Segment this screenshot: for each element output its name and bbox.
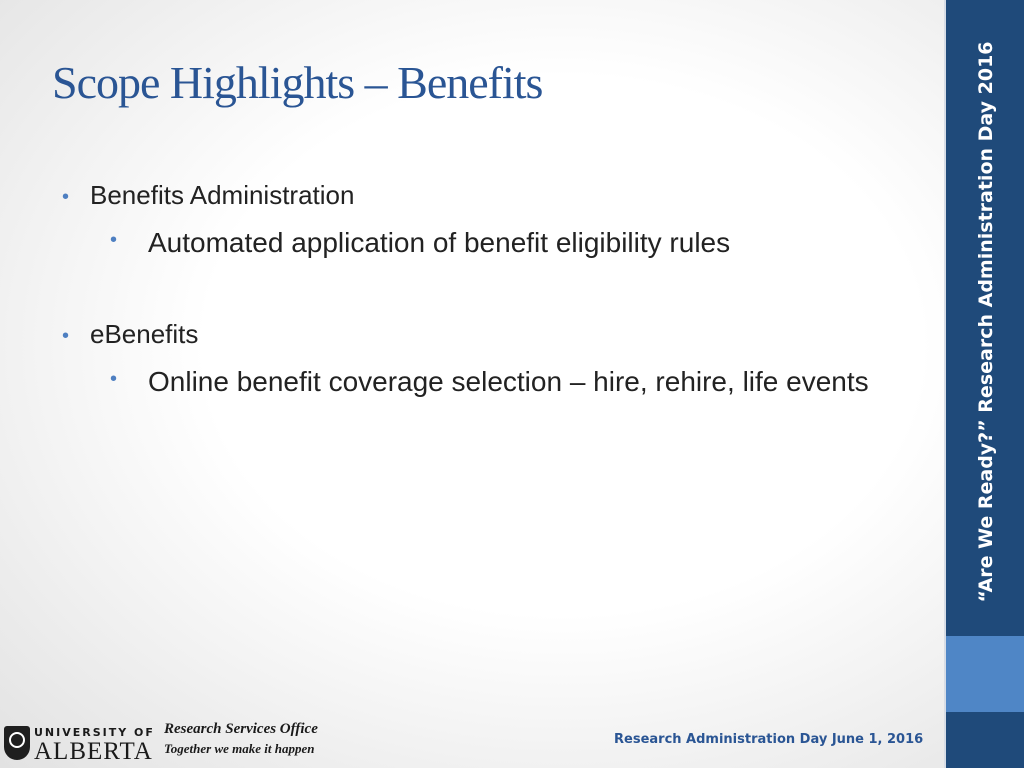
footer-office-name: Research Services Office: [164, 721, 318, 737]
bullet-dot-icon: •: [110, 368, 118, 390]
university-logo: [2, 722, 154, 766]
bullet-benefits-administration: [62, 180, 882, 211]
slide-title: Scope Highlights – Benefits: [52, 57, 543, 108]
footer-event-date: Research Administration Day June 1, 2016: [614, 732, 924, 747]
sub-bullet-text: Online benefit coverage selection – hire, rehire, life events: [148, 366, 869, 397]
sidebar-event-title: “Are We Ready?” Research Administration Day 2016: [975, 41, 997, 603]
logo-university-text: UNIVERSITY OF: [34, 726, 155, 739]
sub-bullet-eligibility-rules: [62, 223, 882, 263]
bullet-dot-icon: •: [110, 229, 118, 251]
bullet-ebenefits: [62, 319, 882, 350]
logo-alberta-text: ALBERTA: [34, 738, 153, 765]
sub-bullet-coverage-selection: [62, 362, 882, 402]
bullet-text: eBenefits: [90, 319, 199, 349]
bullet-spacer: [62, 263, 882, 319]
university-crest-icon: [4, 726, 30, 760]
bullet-dot-icon: •: [62, 325, 70, 347]
bullet-text: Benefits Administration: [90, 180, 355, 210]
sub-bullet-text: Automated application of benefit eligibility rules: [148, 227, 731, 258]
sidebar-accent-block: [946, 636, 1024, 712]
footer-tagline: Together we make it happen: [164, 741, 315, 756]
bullet-list: [62, 180, 882, 402]
bullet-dot-icon: •: [62, 186, 70, 208]
